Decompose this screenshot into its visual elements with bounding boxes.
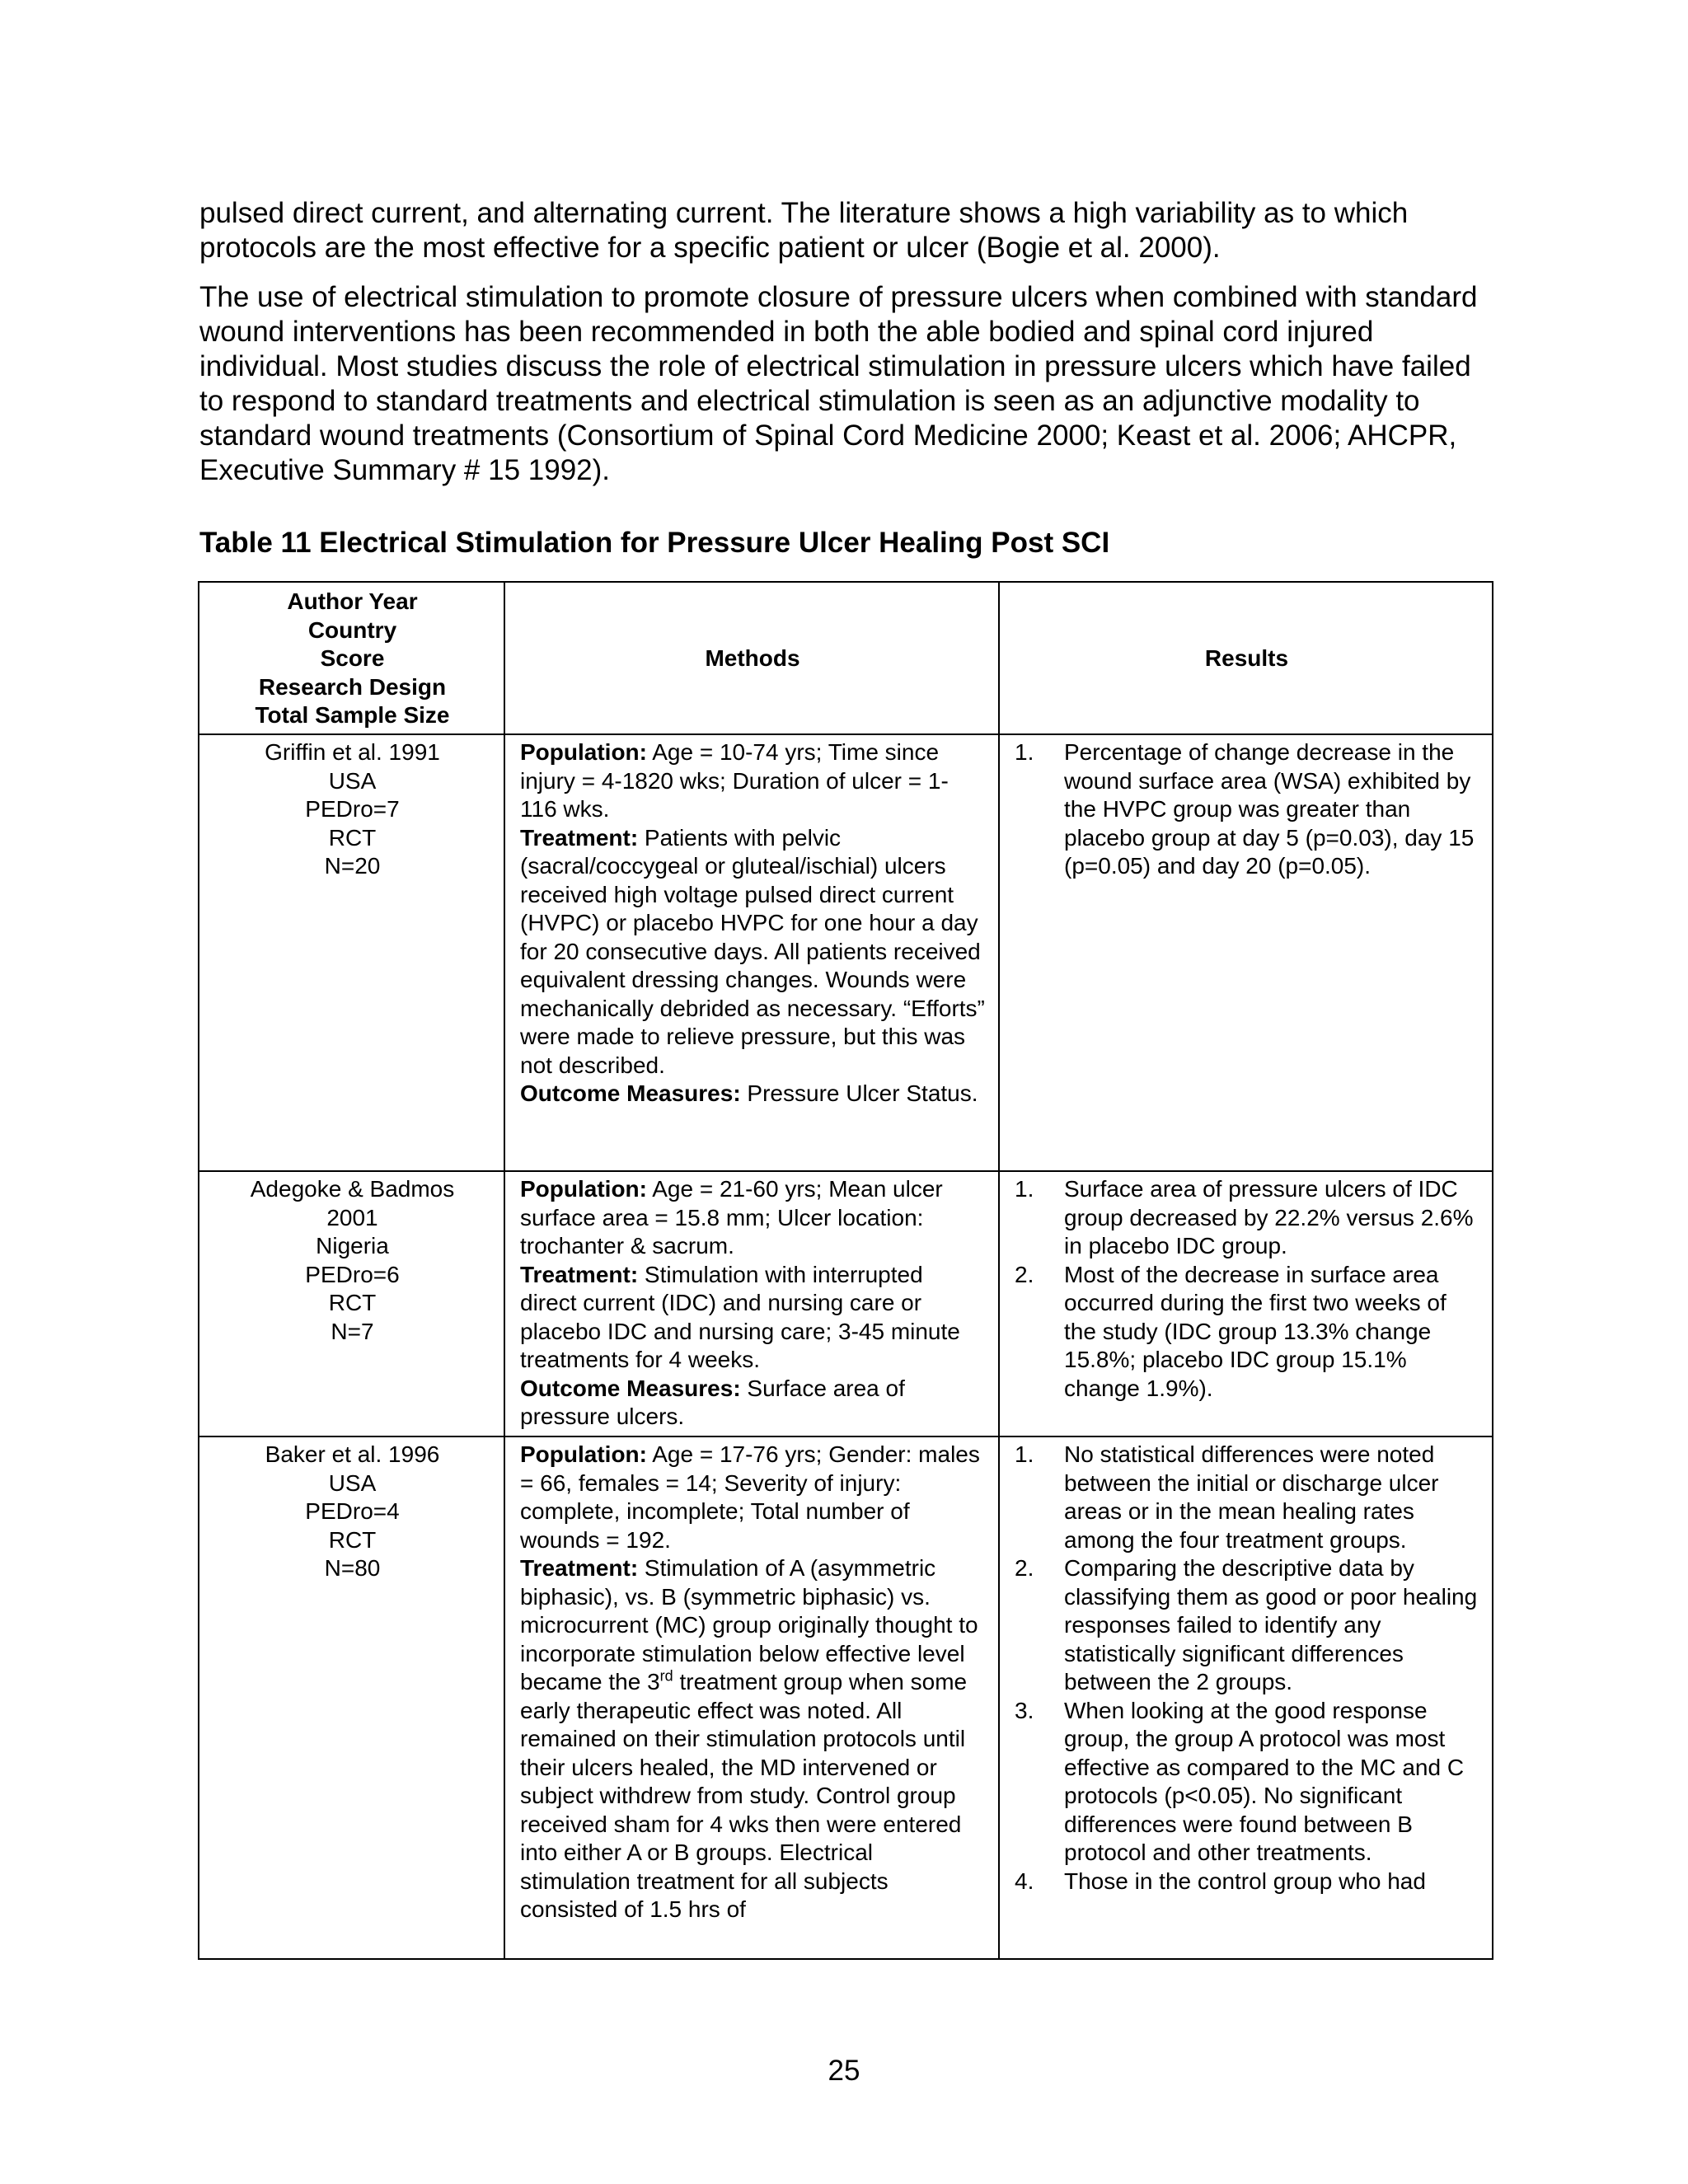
page-number: 25: [828, 2055, 860, 2087]
table-row: [199, 1436, 1493, 1959]
header-results: Results: [999, 582, 1493, 734]
author-cell: Baker et al. 1996 USA PEDro=4 RCT N=80: [199, 1436, 504, 1959]
table-row: [199, 1171, 1493, 1436]
results-cell: [999, 1436, 1493, 1959]
result-item: 3. When looking at the good response group, the group A protocol was most effective as compared to the MC and C protocols (p<0.05). No significant differences were found between B protocol and other treatments.: [1015, 1697, 1465, 1865]
population-text: Age = 10-74 yrs; Time since injury = 4-1820 wks; Duration of ulcer = 1-116 wks.: [520, 739, 949, 822]
outcome-label: Outcome Measures:: [520, 1080, 741, 1106]
population-label: Population:: [520, 1441, 647, 1467]
treatment-label: Treatment:: [520, 824, 639, 851]
result-item: 2. Most of the decrease in surface area occurred during the first two weeks of the study (IDC group 13.3% change 15.8%; placebo IDC group 15.1% change 1.9%).: [1015, 1261, 1447, 1401]
outcome-text: Surface area of pressure ulcers.: [520, 1375, 905, 1429]
outcome-text: Pressure Ulcer Status.: [740, 1080, 978, 1106]
intro-text: [199, 196, 1502, 503]
header-author: Author Year Country Score Research Design Total Sample Size: [199, 582, 504, 734]
table-row: [199, 734, 1493, 1171]
methods-cell: [504, 1171, 999, 1436]
result-item: 4. Those in the control group who had: [1015, 1868, 1426, 1894]
methods-cell: [504, 1436, 999, 1959]
ordinal-suffix: rd: [659, 1667, 673, 1685]
treatment-text: Patients with pelvic (sacral/coccygeal or gluteal/ischial) ulcers received high voltage pulsed direct current (HVPC) or placebo HVPC for one hour a day for 20 consecutive days. All patients received equivalent dressing changes. Wounds were mechanically debrided as necessary. “Efforts” were made to relieve pressure, but this was not described.: [520, 824, 985, 1078]
result-item: 1. No statistical differences were noted between the initial or discharge ulcer areas or in the mean healing rates among the four treatment groups.: [1015, 1441, 1439, 1553]
treatment-text-b: treatment group when some early therapeutic effect was noted. All remained on their stimulation protocols until their ulcers healed, the MD intervened or subject withdrew from study. Control group received sham for 4 wks then were entered into either A or B groups. Electrical stimulation treatment for all subjects consisted of 1.5 hrs of: [520, 1669, 968, 1922]
population-label: Population:: [520, 739, 647, 765]
table-caption: Table 11 Electrical Stimulation for Pressure Ulcer Healing Post SCI: [199, 527, 1110, 559]
table-header-row: [199, 582, 1493, 734]
population-label: Population:: [520, 1176, 647, 1202]
result-item: 2. Comparing the descriptive data by classifying them as good or poor healing responses failed to identify any statistically significant differences between the 2 groups.: [1015, 1555, 1478, 1694]
population-text: Age = 17-76 yrs; Gender: males = 66, females = 14; Severity of injury: complete, incomplete; Total number of wounds = 192.: [520, 1441, 980, 1553]
results-cell: [999, 1171, 1493, 1436]
result-item: 1. Surface area of pressure ulcers of IDC group decreased by 22.2% versus 2.6% in placebo IDC group.: [1015, 1176, 1474, 1258]
treatment-text: Stimulation with interrupted direct current (IDC) and nursing care or placebo IDC and nursing care; 3-45 minute treatments for 4 weeks.: [520, 1261, 960, 1372]
intro-paragraph-2: The use of electrical stimulation to promote closure of pressure ulcers when combined with standard wound interventions has been recommended in both the able bodied and spinal cord injured individual. Most studies discuss the role of electrical stimulation in pressure ulcers which have failed to respond to standard treatments and electrical stimulation is seen as an adjunctive modality to standard wound treatments (Consortium of Spinal Cord Medicine 2000; Keast et al. 2006; AHCPR, Executive Summary # 15 1992).: [199, 281, 1478, 486]
intro-paragraph-1: pulsed direct current, and alternating current. The literature shows a high variability as to which protocols are the most effective for a specific patient or ulcer (Bogie et al. 2000).: [199, 197, 1409, 264]
treatment-label: Treatment:: [520, 1261, 639, 1287]
results-cell: [999, 734, 1493, 1171]
result-item: 1. Percentage of change decrease in the wound surface area (WSA) exhibited by the HVPC group was greater than placebo group at day 5 (p=0.03), day 15 (p=0.05) and day 20 (p=0.05).: [1015, 739, 1475, 879]
methods-cell: [504, 734, 999, 1171]
results-list: [1015, 1441, 1479, 1896]
header-methods: Methods: [504, 582, 999, 734]
results-list: [1015, 738, 1479, 881]
evidence-table: [198, 581, 1493, 1960]
author-cell: Adegoke & Badmos 2001 Nigeria PEDro=6 RCT N=7: [199, 1171, 504, 1436]
results-list: [1015, 1175, 1479, 1403]
author-cell: Griffin et al. 1991 USA PEDro=7 RCT N=20: [199, 734, 504, 1171]
population-text: Age = 21-60 yrs; Mean ulcer surface area = 15.8 mm; Ulcer location: trochanter & sacrum.: [520, 1176, 943, 1258]
treatment-text-a: Stimulation of A (asymmetric biphasic), vs. B (symmetric biphasic) vs. microcurrent (MC) group originally thought to incorporate stimulation below effective level became the 3: [520, 1555, 978, 1694]
outcome-label: Outcome Measures:: [520, 1375, 741, 1401]
treatment-label: Treatment:: [520, 1555, 639, 1581]
